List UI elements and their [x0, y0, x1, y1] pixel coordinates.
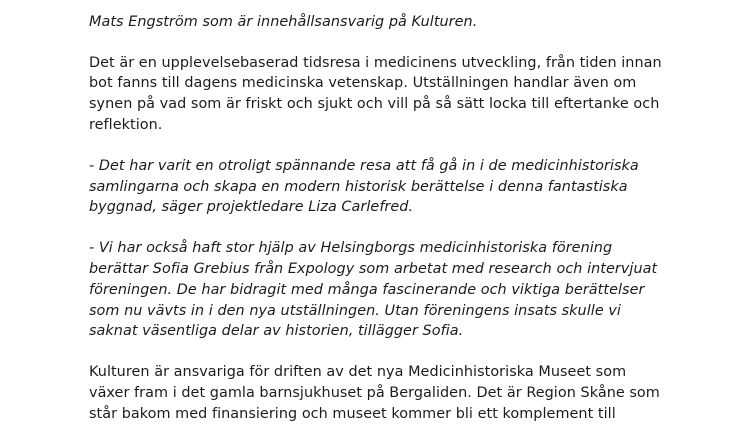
text-line: Mats Engström som är innehållsansvarig på Kulturen.	[89, 13, 478, 30]
text-line: Det är en upplevelsebaserad tidsresa i medicinens utveckling, från tiden innan	[89, 54, 662, 71]
text-line: står bakom med finansiering och museet kommer bli ett komplement till	[89, 405, 616, 422]
text-line: reflektion.	[89, 116, 163, 133]
paragraph-quote-association	[89, 238, 689, 342]
paragraph-time-travel	[89, 53, 689, 136]
text-line: föreningen. De har bidragit med många fascinerande och viktiga berättelser	[89, 281, 645, 298]
text-line: växer fram i det gamla barnsjukhuset på Bergaliden. Det är Region Skåne som	[89, 384, 660, 401]
document-page	[89, 0, 689, 445]
text-line: synen på vad som är friskt och sjukt och vill på så sätt locka till eftertanke och	[89, 96, 660, 113]
text-line: bot fanns till dagens medicinska vetenskap. Utställningen handlar även om	[89, 75, 637, 92]
paragraph-quote-project-lead	[89, 156, 689, 218]
text-line: saknat väsentliga delar av historien, tillägger Sofia.	[89, 323, 464, 340]
text-line: - Det har varit en otroligt spännande resa att få gå in i de medicinhistoriska	[89, 157, 639, 174]
paragraph-intro-tail	[89, 0, 689, 33]
paragraph-kulturen-responsibility	[89, 362, 689, 424]
text-line: berättar Sofia Grebius från Expology som arbetat med research och intervjuat	[89, 260, 658, 277]
text-line: - Vi har också haft stor hjälp av Helsingborgs medicinhistoriska förening	[89, 240, 613, 257]
text-line: samlingarna och skapa en modern historisk berättelse i denna fantastiska	[89, 178, 628, 195]
text-line: Kulturen är ansvariga för driften av det nya Medicinhistoriska Museet som	[89, 364, 627, 381]
text-line	[89, 0, 689, 12]
text-line: byggnad, säger projektledare Liza Carlefred.	[89, 199, 414, 216]
text-line: som nu vävts in i den nya utställningen. Utan föreningens insats skulle vi	[89, 302, 621, 319]
